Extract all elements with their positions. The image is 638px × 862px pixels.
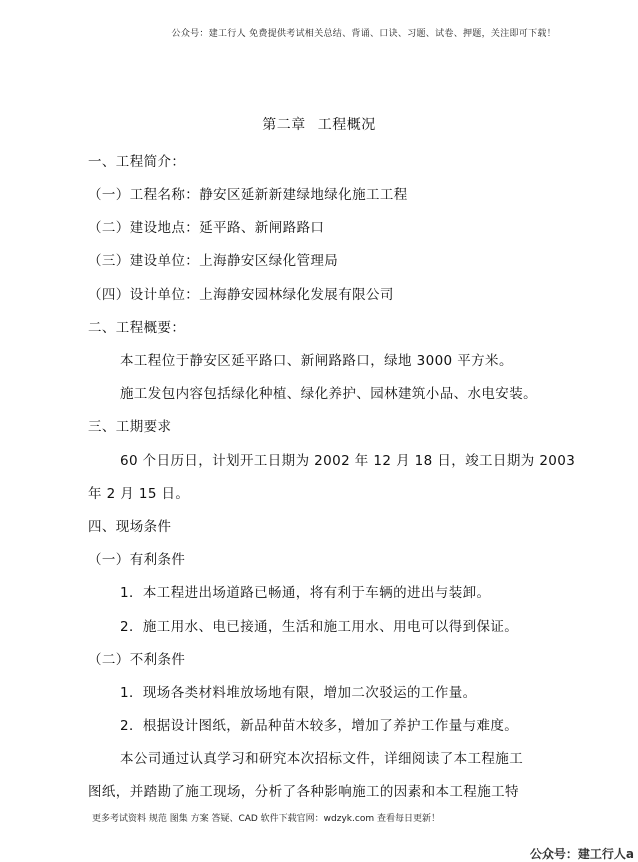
section-heading-site: 四、现场条件 bbox=[88, 519, 172, 535]
unfavorable-item: 2．根据设计图纸，新品种苗木较多，增加了养护工作量与难度。 bbox=[120, 718, 519, 734]
chapter-number: 第二章 bbox=[262, 117, 306, 133]
schedule-line: 年 2 月 15 日。 bbox=[88, 486, 190, 502]
closing-paragraph: 本公司通过认真学习和研究本次招标文件，详细阅读了本工程施工 bbox=[120, 751, 524, 767]
footer-note: 更多考试资料 规范 图集 方案 答疑、CAD 软件下载官网：wdzyk.com 查看每日更新！ bbox=[92, 814, 440, 824]
schedule-line: 60 个日历日，计划开工日期为 2002 年 12 月 18 日，竣工日期为 2003 bbox=[120, 453, 576, 469]
project-location: （二）建设地点：延平路、新闸路路口 bbox=[88, 220, 325, 236]
unfavorable-heading: （二）不利条件 bbox=[88, 652, 186, 668]
favorable-item: 2．施工用水、电已接通，生活和施工用水、用电可以得到保证。 bbox=[120, 619, 519, 635]
summary-paragraph: 施工发包内容包括绿化种植、绿化养护、园林建筑小品、水电安装。 bbox=[120, 386, 537, 402]
header-note: 公众号：建工行人 免费提供考试相关总结、背诵、口诀、习题、试卷、押题，关注即可下载！ bbox=[171, 29, 556, 39]
favorable-heading: （一）有利条件 bbox=[88, 552, 186, 568]
section-heading-schedule: 三、工期要求 bbox=[88, 419, 172, 435]
project-name: （一）工程名称：静安区延新新建绿地绿化施工工程 bbox=[88, 187, 408, 203]
project-designer: （四）设计单位：上海静安园林绿化发展有限公司 bbox=[88, 287, 394, 303]
section-heading-summary: 二、工程概要： bbox=[88, 320, 186, 336]
section-heading-overview: 一、工程简介： bbox=[88, 154, 186, 170]
closing-paragraph: 图纸，并踏勘了施工现场，分析了各种影响施工的因素和本工程施工特 bbox=[88, 784, 519, 800]
project-owner: （三）建设单位：上海静安区绿化管理局 bbox=[88, 253, 339, 269]
chapter-title bbox=[0, 114, 638, 134]
summary-paragraph: 本工程位于静安区延平路口、新闸路路口，绿地 3000 平方米。 bbox=[120, 353, 513, 369]
watermark: 公众号：建工行人a bbox=[529, 847, 634, 861]
unfavorable-item: 1．现场各类材料堆放场地有限，增加二次驳运的工作量。 bbox=[120, 685, 477, 701]
favorable-item: 1．本工程进出场道路已畅通，将有利于车辆的进出与装卸。 bbox=[120, 585, 491, 601]
chapter-name: 工程概况 bbox=[317, 117, 376, 133]
